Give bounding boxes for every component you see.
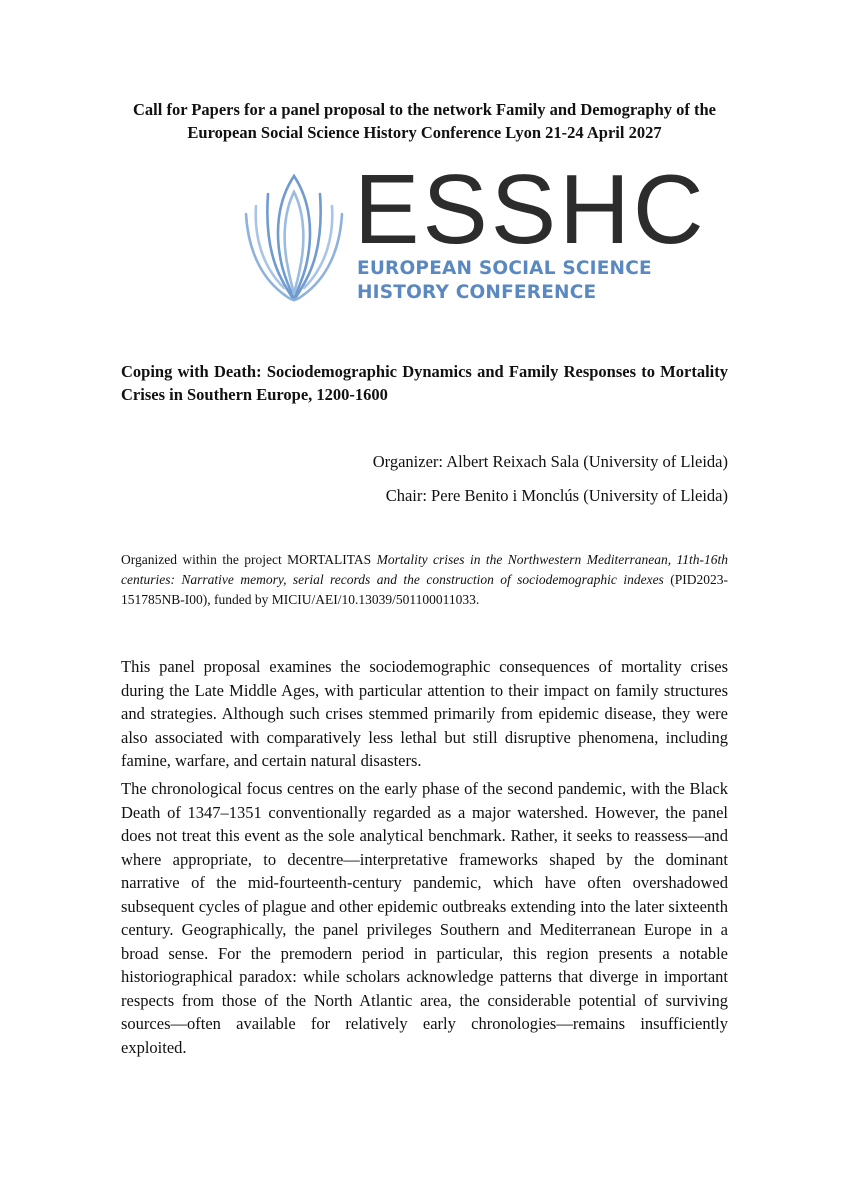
panel-title: Coping with Death: Sociodemographic Dynamics and Family Responses to Mortality Crises in Southern Europe, 1200-1600 — [121, 362, 728, 404]
header-line-1: Call for Papers for a panel proposal to the network Family and Demography of the — [133, 100, 716, 119]
lotus-logo-icon — [238, 170, 350, 310]
header-line-2: European Social Science History Conference Lyon 21-24 April 2027 — [187, 123, 662, 142]
logo-wordmark: ESSHC — [354, 154, 707, 264]
document-header — [100, 98, 749, 144]
esshc-logo — [238, 154, 707, 312]
logo-subtitle-2: HISTORY CONFERENCE — [357, 282, 597, 303]
project-suffix: (PID2023-151785NB-I00), funded by MICIU/AEI/10.13039/501100011033. — [121, 572, 728, 607]
chair-line: Chair: Pere Benito i Monclús (University of Lleida) — [385, 486, 728, 505]
body-paragraph-1: This panel proposal examines the sociodemographic consequences of mortality crises during the Late Middle Ages, with particular attention to their impact on family structures and strategies. Although such crises stemmed primarily from epidemic disease, they were also associated with comparatively less lethal but still disruptive phenomena, including famine, warfare, and certain natural disasters. — [121, 657, 728, 770]
organizer-line: Organizer: Albert Reixach Sala (University of Lleida) — [372, 452, 728, 471]
body-paragraph-2: The chronological focus centres on the early phase of the second pandemic, with the Black Death of 1347–1351 conventionally regarded as a major watershed. However, the panel does not treat this event as the sole analytical benchmark. Rather, it seeks to reassess—and where appropriate, to decentre—interpretative frameworks shaped by the dominant narrative of the mid-fourteenth-century pandemic, which have often overshadowed subsequent cycles of plague and other epidemic outbreaks extending into the later sixteenth century. Geographically, the panel privileges Southern and Mediterranean Europe in a broad sense. For the premodern period in particular, this region presents a notable historiographical paradox: while scholars acknowledge patterns that diverge in important respects from those of the North Atlantic area, the considerable potential of surviving sources—often available for relatively early chronologies—remains insufficiently exploited. — [121, 779, 728, 1057]
project-note — [121, 550, 728, 610]
logo-subtitle-1: EUROPEAN SOCIAL SCIENCE — [357, 258, 652, 279]
project-title: Mortality crises in the Northwestern Mediterranean, 11th-16th centuries: Narrative memory, serial records and the construction of sociodemographic indexes — [121, 552, 728, 587]
project-prefix: Organized within the project MORTALITAS — [121, 552, 377, 567]
